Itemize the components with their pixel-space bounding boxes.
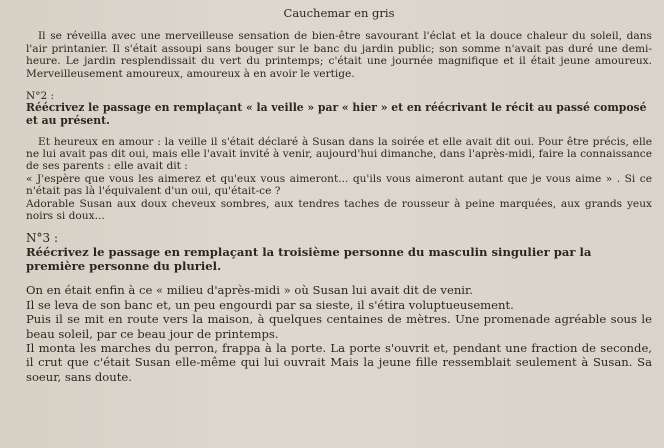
intro-paragraph: Il se réveilla avec une merveilleuse sensation de bien-être savourant l'éclat et la douce chaleur du soleil, dans l'air printanier. Il s'était assoupi sans bouger sur le banc du jardin public; son somme n'avait pas duré une demi-heure. Le jardin resplendissait du vert du printemps; c'était une journée magnifique et il était jeune amoureux. Merveilleusement amoureux, amoureux à en avoir le vertige. <box>26 30 652 80</box>
document-title: Cauchemar en gris <box>283 6 395 20</box>
exercise-3-text <box>26 283 652 384</box>
exercise-2-number: N°2 : <box>26 90 54 103</box>
exercise-3-line: Il monta les marches du perron, frappa à la porte. La porte s'ouvrit et, pendant une fraction de seconde, il crut que c'était Susan elle-même qui lui ouvrait Mais la jeune fille ressemblait seulement à Susan. Sa soeur, sans doute. <box>26 341 652 384</box>
exercise-2-line: Adorable Susan aux doux cheveux sombres, aux tendres taches de rousseur à peine marquées, aux grands yeux noirs si doux... <box>26 197 652 222</box>
exercise-3-number: N°3 : <box>26 231 58 246</box>
exercise-3-instruction: Réécrivez le passage en remplaçant la troisième personne du masculin singulier par la première personne du pluriel. <box>26 245 592 274</box>
exercise-3-line: Puis il se mit en route vers la maison, à quelques centaines de mètres. Une promenade agréable sous le beau soleil, par ce beau jour de printemps. <box>26 312 652 341</box>
exercise-2-instruction: Réécrivez le passage en remplaçant « la veille » par « hier » et en réécrivant le récit au passé composé et au présent. <box>26 101 647 127</box>
exercise-2-line: Et heureux en amour : la veille il s'était déclaré à Susan dans la soirée et elle avait dit oui. Pour être précis, elle ne lui avait pas dit oui, mais elle l'avait invité à venir, aujourd'hui dimanche, dans l'après-midi, faire la connaissance de ses parents : elle avait dit : <box>26 135 652 173</box>
exercise-3-line: On en était enfin à ce « milieu d'après-midi » où Susan lui avait dit de venir. <box>26 283 473 298</box>
exercise-3-line: Il se leva de son banc et, un peu engourdi par sa sieste, il s'étira voluptueusement. <box>26 297 514 312</box>
exercise-2-text <box>26 136 652 223</box>
exercise-2-line: « J'espère que vous les aimerez et qu'eux vous aimeront... qu'ils vous aimeront autant que je vous aime » . Si ce n'était pas là l'équivalent d'un oui, qu'était-ce ? <box>26 172 652 198</box>
